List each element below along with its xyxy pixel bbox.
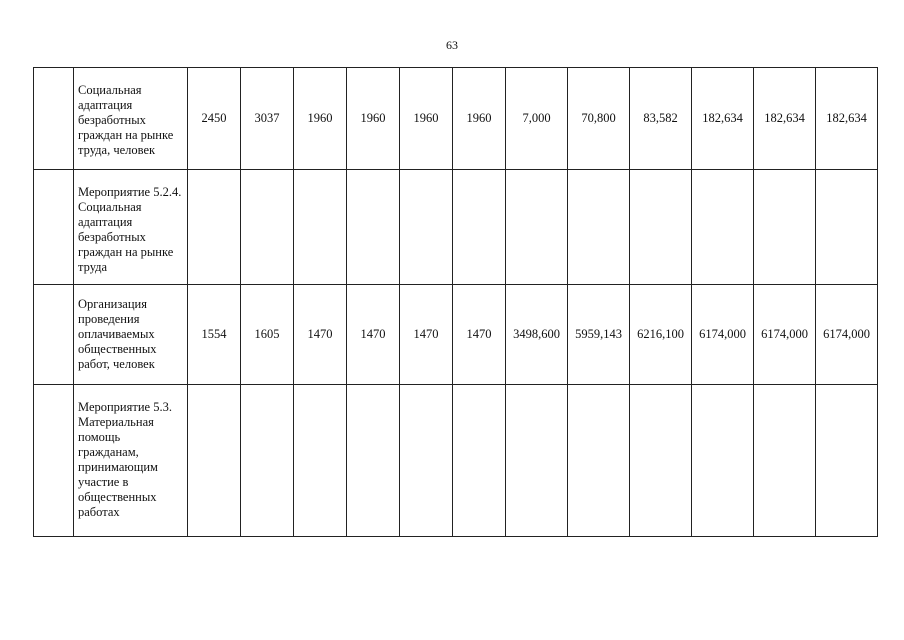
value-cell [568, 170, 630, 285]
value-cell: 3037 [241, 68, 294, 170]
value-cell [294, 385, 347, 537]
value-cell: 1470 [347, 285, 400, 385]
value-cell [692, 170, 754, 285]
value-cell: 1960 [347, 68, 400, 170]
indicator-label: Мероприятие 5.2.4. Социальная адаптация безработных граждан на рынке труда [78, 185, 182, 274]
value-cell: 1470 [453, 285, 506, 385]
indicator-label-cell [74, 170, 188, 285]
indicator-label-cell [74, 285, 188, 385]
value-cell [347, 170, 400, 285]
value-cell: 1960 [294, 68, 347, 170]
value-cell [506, 385, 568, 537]
value-cell: 182,634 [692, 68, 754, 170]
indicator-label: Мероприятие 5.3. Материальная помощь гражданам, принимающим участие в общественных работах [78, 400, 172, 519]
value-cell [506, 170, 568, 285]
indicator-label: Организация проведения оплачиваемых общественных работ, человек [78, 297, 157, 371]
value-cell [400, 170, 453, 285]
value-cell: 6174,000 [692, 285, 754, 385]
value-cell: 70,800 [568, 68, 630, 170]
value-cell [188, 170, 241, 285]
value-cell: 6174,000 [816, 285, 878, 385]
row-number-cell [34, 68, 74, 170]
value-cell: 5959,143 [568, 285, 630, 385]
indicator-label: Социальная адаптация безработных граждан на рынке труда, человек [78, 83, 174, 157]
value-cell: 2450 [188, 68, 241, 170]
value-cell: 83,582 [630, 68, 692, 170]
value-cell [241, 170, 294, 285]
value-cell: 3498,600 [506, 285, 568, 385]
value-cell [754, 385, 816, 537]
indicator-label-cell [74, 68, 188, 170]
value-cell: 182,634 [816, 68, 878, 170]
value-cell: 6216,100 [630, 285, 692, 385]
table-row [34, 385, 878, 537]
row-number-cell [34, 170, 74, 285]
value-cell [630, 170, 692, 285]
value-cell: 1960 [453, 68, 506, 170]
indicators-table [33, 67, 878, 537]
indicator-label-cell [74, 385, 188, 537]
value-cell [241, 385, 294, 537]
table-row [34, 68, 878, 170]
value-cell [754, 170, 816, 285]
value-cell: 1470 [400, 285, 453, 385]
value-cell: 182,634 [754, 68, 816, 170]
value-cell: 7,000 [506, 68, 568, 170]
value-cell [630, 385, 692, 537]
value-cell [400, 385, 453, 537]
value-cell [816, 385, 878, 537]
value-cell: 1554 [188, 285, 241, 385]
row-number-cell [34, 285, 74, 385]
value-cell: 1605 [241, 285, 294, 385]
value-cell: 6174,000 [754, 285, 816, 385]
table-row [34, 285, 878, 385]
value-cell [816, 170, 878, 285]
value-cell [568, 385, 630, 537]
value-cell [294, 170, 347, 285]
value-cell [453, 170, 506, 285]
row-number-cell [34, 385, 74, 537]
page-number: 63 [446, 38, 458, 52]
value-cell: 1960 [400, 68, 453, 170]
value-cell [692, 385, 754, 537]
value-cell [453, 385, 506, 537]
value-cell [347, 385, 400, 537]
table-row [34, 170, 878, 285]
value-cell [188, 385, 241, 537]
value-cell: 1470 [294, 285, 347, 385]
